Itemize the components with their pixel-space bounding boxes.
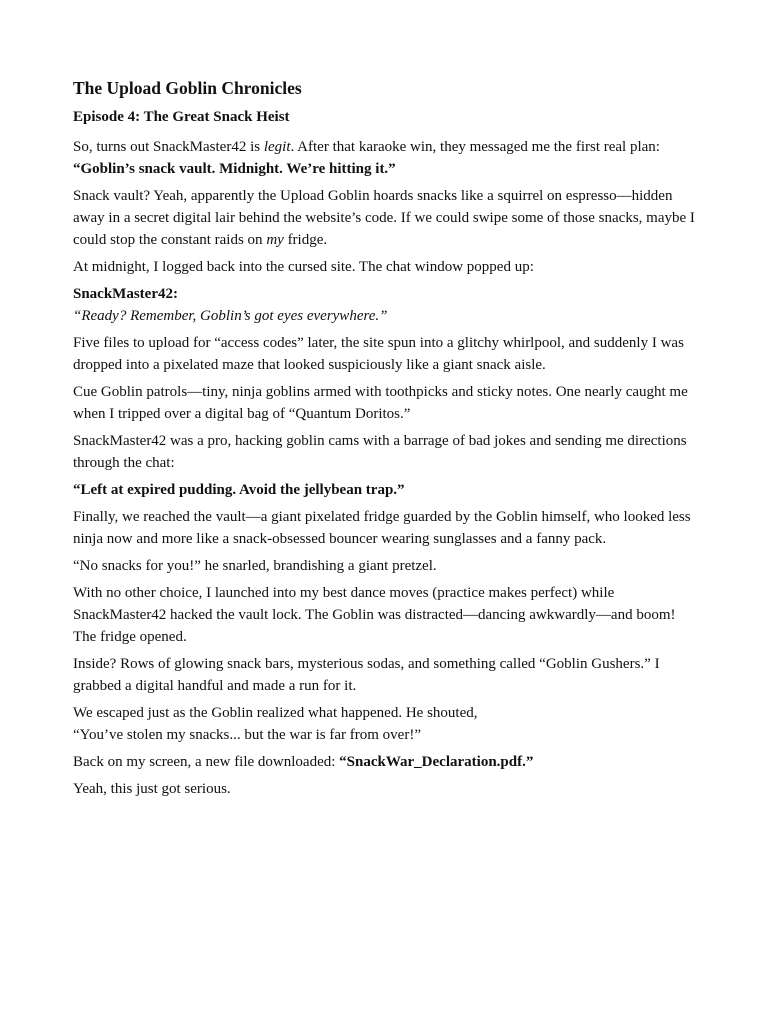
- paragraph-download: [73, 751, 698, 773]
- emphasis-text: legit: [263, 139, 291, 155]
- goblin-shout: “You’ve stolen my snacks... but the war is far from over!”: [73, 727, 421, 743]
- paragraph-snack-vault: [73, 185, 698, 251]
- paragraph-goblin-line: “No snacks for you!” he snarled, brandishing a giant pretzel.: [73, 558, 437, 574]
- paragraph-text: Snack vault? Yeah, apparently the Upload Goblin hoards snacks like a squirrel on espresso—hidden away in a secret digital lair behind the website’s code. If we could swipe some of those snacks, maybe I could stop the constant raids on: [73, 188, 695, 248]
- paragraph-text: fridge.: [283, 232, 328, 248]
- paragraph-text: We escaped just as the Goblin realized what happened. He shouted,: [73, 705, 478, 721]
- paragraph-intro: [73, 136, 698, 180]
- chat-line: “Ready? Remember, Goblin’s got eyes everywhere.”: [73, 308, 388, 324]
- paragraph-dance: With no other choice, I launched into my best dance moves (practice makes perfect) while SnackMaster42 hacked the vault lock. The Goblin was distracted—dancing awkwardly—and boom! The fridge opened.: [73, 585, 676, 645]
- paragraph-escape: [73, 702, 698, 746]
- paragraph-text: . After that karaoke win, they messaged me the first real plan:: [290, 139, 660, 155]
- paragraph-hacking: SnackMaster42 was a pro, hacking goblin cams with a barrage of bad jokes and sending me directions through the chat:: [73, 433, 687, 471]
- paragraph-closing: Yeah, this just got serious.: [73, 781, 231, 797]
- episode-heading: Episode 4: The Great Snack Heist: [73, 109, 290, 125]
- paragraph-text: So, turns out SnackMaster42 is: [73, 139, 264, 155]
- downloaded-file-name: “SnackWar_Declaration.pdf.”: [339, 754, 534, 770]
- paragraph-patrols: Cue Goblin patrols—tiny, ninja goblins armed with toothpicks and sticky notes. One nearly caught me when I tripped over a digital bag of “Quantum Doritos.”: [73, 384, 688, 422]
- document-title: The Upload Goblin Chronicles: [73, 78, 302, 98]
- paragraph-vault: Finally, we reached the vault—a giant pixelated fridge guarded by the Goblin himself, who looked less ninja now and more like a snack-obsessed bouncer wearing sunglasses and a fanny pack.: [73, 509, 691, 547]
- directions-quote: “Left at expired pudding. Avoid the jellybean trap.”: [73, 482, 405, 498]
- plan-quote: “Goblin’s snack vault. Midnight. We’re hitting it.”: [73, 161, 396, 177]
- document-page: [73, 76, 698, 805]
- chat-message: [73, 283, 698, 327]
- chat-speaker: SnackMaster42:: [73, 286, 178, 302]
- paragraph-inside: Inside? Rows of glowing snack bars, mysterious sodas, and something called “Goblin Gushers.” I grabbed a digital handful and made a run for it.: [73, 656, 660, 694]
- paragraph-midnight: At midnight, I logged back into the cursed site. The chat window popped up:: [73, 259, 534, 275]
- paragraph-upload: Five files to upload for “access codes” later, the site spun into a glitchy whirlpool, and suddenly I was dropped into a pixelated maze that looked suspiciously like a giant snack aisle.: [73, 335, 684, 373]
- paragraph-text: Back on my screen, a new file downloaded:: [73, 754, 340, 770]
- emphasis-text: my: [266, 232, 284, 248]
